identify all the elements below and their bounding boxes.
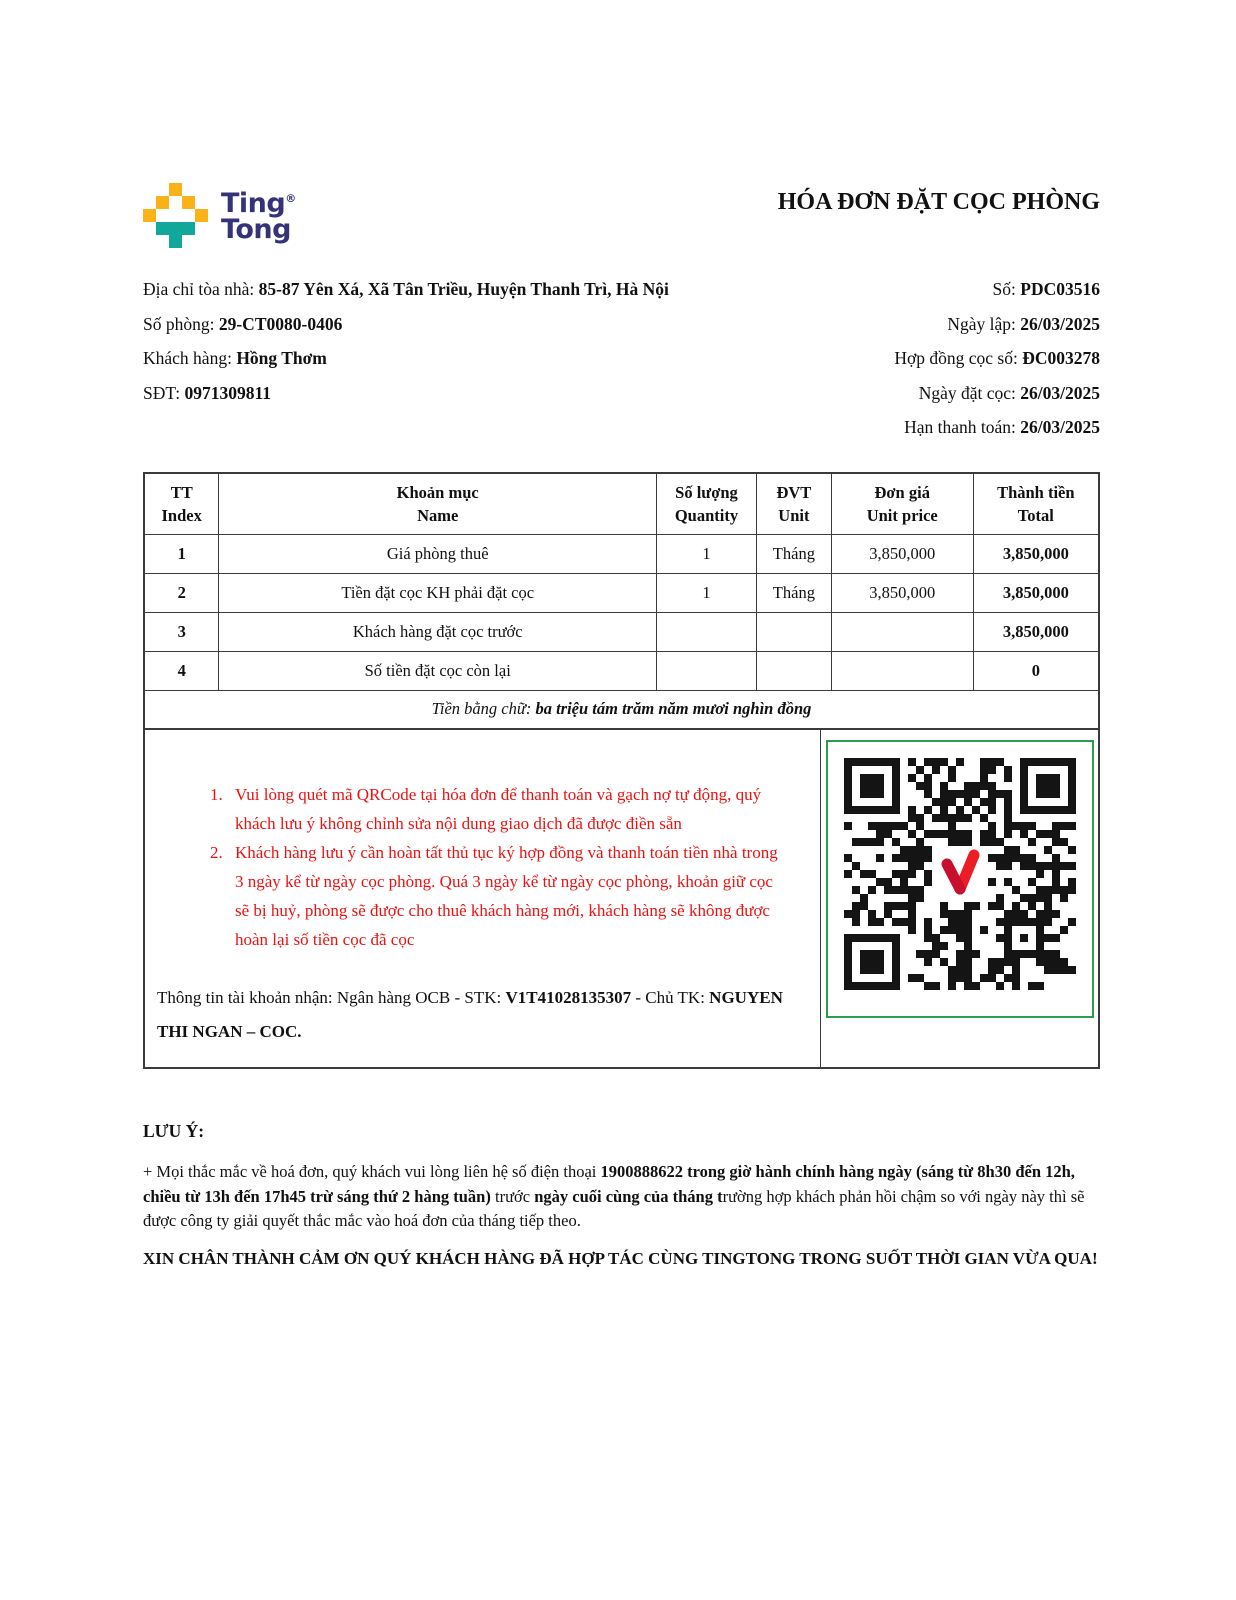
payment-due-line: Hạn thanh toán: 26/03/2025: [904, 417, 1100, 437]
cell-unit-price: [831, 612, 973, 651]
payment-notes-list: [145, 780, 820, 954]
contract-number-line: Hợp đồng cọc số: ĐC003278: [894, 348, 1100, 368]
registered-mark: ®: [285, 192, 296, 205]
logo-word-ting: Ting: [221, 188, 286, 219]
cell-name: Giá phòng thuê: [219, 534, 657, 573]
cell-total: 3,850,000: [973, 573, 1099, 612]
cell-index: 3: [144, 612, 219, 651]
footer: [143, 1121, 1100, 1271]
amount-in-words-row: [144, 690, 1099, 729]
cell-unit: [756, 612, 831, 651]
invoice-number-line: Số: PDC03516: [992, 279, 1100, 299]
cell-index: 1: [144, 534, 219, 573]
col-header-quantity: Số lượng Quantity: [657, 473, 757, 535]
tingtong-logo-icon: [143, 183, 208, 248]
cell-unit: [756, 651, 831, 690]
header: [143, 183, 1100, 248]
phone-line: SĐT: 0971309811: [143, 382, 271, 403]
cell-name: Khách hàng đặt cọc trước: [219, 612, 657, 651]
col-header-index: TT Index: [144, 473, 219, 535]
cell-total: 3,850,000: [973, 612, 1099, 651]
col-header-total: Thành tiền Total: [973, 473, 1099, 535]
cell-name: Tiền đặt cọc KH phải đặt cọc: [219, 573, 657, 612]
customer-info: [143, 272, 703, 445]
qr-center-v-logo: [932, 844, 988, 900]
payment-note: 2. Khách hàng lưu ý cần hoàn tất thủ tục ký hợp đồng và thanh toán tiền nhà trong 3 ngày kể từ ngày cọc phòng. Quá 3 ngày kể từ ngày cọc phòng, khoản giữ cọc sẽ bị huỷ, phòng sẽ được cho thuê khách hàng mới, khách hàng sẽ không được hoàn lại số tiền cọc đã cọc: [227, 838, 786, 954]
table-row: [144, 534, 1099, 573]
deposit-date-line: Ngày đặt cọc: 26/03/2025: [918, 382, 1100, 403]
bank-account-info: Thông tin tài khoản nhận: Ngân hàng OCB - STK: V1T41028135307 - Chủ TK: NGUYEN THI NGAN – COC.: [157, 988, 783, 1041]
table-row: [144, 612, 1099, 651]
cell-total: 3,850,000: [973, 534, 1099, 573]
notice-heading: LƯU Ý:: [143, 1121, 205, 1141]
cell-unit-price: 3,850,000: [831, 534, 973, 573]
notice-paragraph: + Mọi thắc mắc về hoá đơn, quý khách vui lòng liên hệ số điện thoại 1900888622 trong giờ hành chính hàng ngày (sáng từ 8h30 đến 12h, chiều từ 13h đến 17h45 trừ sáng thứ 2 hàng tuần) trước ngày cuối cùng của tháng trường hợp khách phản hồi chậm so với ngày này thì sẽ được công ty giải quyết thắc mắc vào hoá đơn của tháng tiếp theo.: [143, 1162, 1085, 1230]
table-row: [144, 573, 1099, 612]
table-row: [144, 651, 1099, 690]
cell-quantity: 1: [657, 573, 757, 612]
invoice-meta: [894, 272, 1100, 445]
cell-index: 4: [144, 651, 219, 690]
cell-name: Số tiền đặt cọc còn lại: [219, 651, 657, 690]
table-header-row: [144, 473, 1099, 535]
customer-name-line: Khách hàng: Hồng Thơm: [143, 348, 327, 368]
qr-panel: [821, 730, 1098, 1067]
issue-date-line: Ngày lập: 26/03/2025: [947, 313, 1100, 334]
payment-box: [143, 730, 1100, 1069]
col-header-unit: ĐVT Unit: [756, 473, 831, 535]
cell-index: 2: [144, 573, 219, 612]
tingtong-logo: [143, 183, 296, 248]
cell-unit: Tháng: [756, 573, 831, 612]
invoice-content: [143, 183, 1100, 1271]
cell-unit-price: [831, 651, 973, 690]
qr-code: [826, 740, 1094, 1018]
cell-quantity: 1: [657, 534, 757, 573]
room-number-line: Số phòng: 29-CT0080-0406: [143, 313, 343, 334]
building-address-line: Địa chỉ tòa nhà: 85-87 Yên Xá, Xã Tân Triều, Huyện Thanh Trì, Hà Nội: [143, 279, 669, 299]
tingtong-logo-text: [221, 186, 296, 243]
cell-quantity: [657, 612, 757, 651]
amount-in-words: Tiền bằng chữ: ba triệu tám trăm năm mươi nghìn đồng: [144, 690, 1099, 729]
col-header-name: Khoản mục Name: [219, 473, 657, 535]
logo-word-tong: Tong: [221, 214, 291, 245]
cell-quantity: [657, 651, 757, 690]
items-table: [143, 472, 1100, 731]
cell-unit: Tháng: [756, 534, 831, 573]
col-header-unit-price: Đơn giá Unit price: [831, 473, 973, 535]
payment-note: 1. Vui lòng quét mã QRCode tại hóa đơn để thanh toán và gạch nợ tự động, quý khách lưu ý không chỉnh sửa nội dung giao dịch đã được điền sẵn: [227, 780, 786, 838]
thanks-paragraph: XIN CHÂN THÀNH CẢM ƠN QUÝ KHÁCH HÀNG ĐÃ HỢP TÁC CÙNG TINGTONG TRONG SUỐT THỜI GIAN VỪA QUA!: [143, 1248, 1098, 1268]
payment-notes-panel: [145, 730, 821, 1067]
invoice-info: [143, 272, 1100, 445]
cell-total: 0: [973, 651, 1099, 690]
page-title: HÓA ĐƠN ĐẶT CỌC PHÒNG: [777, 189, 1100, 215]
cell-unit-price: 3,850,000: [831, 573, 973, 612]
